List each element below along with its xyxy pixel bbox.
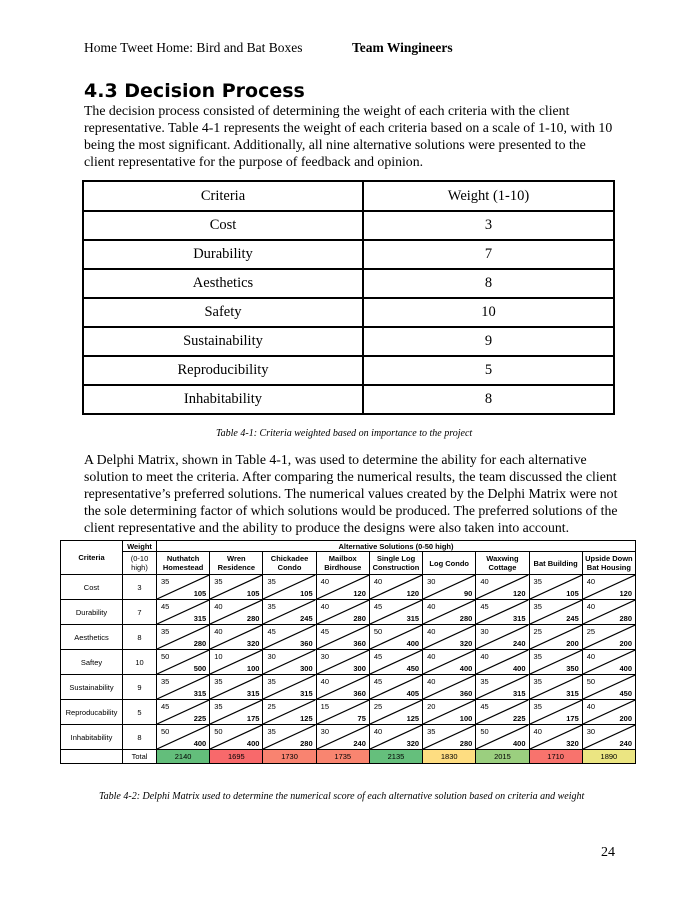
score-cell	[210, 725, 263, 750]
weighted-score: 350	[566, 664, 579, 673]
score-cell	[210, 600, 263, 625]
criteria-cell: Inhabitability	[83, 385, 363, 414]
table-row	[83, 356, 614, 385]
criteria-cell: Cost	[83, 211, 363, 240]
total-score: 1735	[316, 750, 369, 764]
score-cell	[263, 700, 316, 725]
raw-score: 45	[161, 702, 170, 711]
weighted-score: 240	[513, 639, 526, 648]
total-score: 1695	[210, 750, 263, 764]
raw-score: 50	[480, 727, 489, 736]
score-cell	[157, 725, 210, 750]
total-score: 2015	[476, 750, 529, 764]
solution-name-line: Nuthatch	[166, 554, 200, 563]
weighted-score: 245	[566, 614, 579, 623]
solution-name-line: Bat Building	[533, 558, 578, 568]
weighted-score: 300	[300, 664, 313, 673]
score-cell	[316, 600, 369, 625]
weighted-score: 90	[463, 589, 473, 598]
score-cell	[157, 600, 210, 625]
criteria-cell: Safety	[83, 298, 363, 327]
score-cell	[476, 725, 529, 750]
weight-cell: 7	[123, 600, 157, 625]
raw-score: 40	[320, 577, 329, 586]
score-cell	[210, 650, 263, 675]
weight-cell: 9	[123, 675, 157, 700]
weighted-score: 125	[406, 714, 420, 723]
raw-score: 40	[480, 652, 489, 661]
score-cell	[210, 700, 263, 725]
weight-cell: 10	[363, 298, 614, 327]
score-cell	[476, 700, 529, 725]
solution-name-line: Cottage	[488, 563, 517, 572]
weighted-score: 400	[406, 639, 420, 648]
score-cell	[263, 575, 316, 600]
weighted-score: 400	[193, 739, 207, 748]
criteria-cell: Sustainability	[83, 327, 363, 356]
score-cell	[582, 675, 635, 700]
matrix-row	[61, 575, 636, 600]
table-row	[83, 240, 614, 269]
table-row	[83, 211, 614, 240]
weighted-score: 315	[300, 689, 313, 698]
paragraph-intro: The decision process consisted of determining the weight of each criteria with the client representative. Table 4-1 represents the weight of each criteria based on a scale of 1-10, with 10 being the most significant. Additionally, all nine alternative solutions were presented to the client representative for the purpose of feedback and opinion.	[84, 103, 613, 169]
raw-score: 15	[320, 702, 329, 711]
criteria-cell: Inhabitability	[61, 725, 123, 750]
weighted-score: 360	[353, 639, 366, 648]
weighted-score: 105	[566, 589, 579, 598]
score-cell	[529, 725, 582, 750]
total-score: 1730	[263, 750, 316, 764]
solution-name-line: Log Condo	[429, 558, 469, 568]
weight-column-header: Weight (1-10)	[363, 181, 614, 211]
score-cell	[423, 625, 476, 650]
weighted-score: 100	[246, 664, 260, 673]
weight-cell: 3	[123, 575, 157, 600]
solution-name-line: Single Log	[376, 554, 416, 563]
score-cell	[263, 725, 316, 750]
raw-score: 50	[214, 727, 223, 736]
totals-row	[61, 750, 636, 764]
score-cell	[582, 700, 635, 725]
weight-cell: 3	[363, 211, 614, 240]
score-cell	[529, 675, 582, 700]
weighted-score: 400	[246, 739, 260, 748]
total-score: 1710	[529, 750, 582, 764]
score-cell	[369, 600, 422, 625]
weighted-score: 225	[193, 714, 207, 723]
solution-name-line: Chickadee	[270, 554, 309, 563]
raw-score: 50	[586, 677, 596, 686]
raw-score: 45	[320, 627, 329, 636]
team-name: Team Wingineers	[352, 40, 453, 55]
solution-name-line: Wren	[227, 554, 246, 563]
weighted-score: 500	[193, 664, 207, 673]
solution-header	[582, 552, 635, 575]
weighted-score: 175	[246, 714, 260, 723]
weighted-score: 280	[193, 639, 207, 648]
raw-score: 40	[427, 677, 436, 686]
raw-score: 25	[373, 702, 383, 711]
score-cell	[157, 650, 210, 675]
raw-score: 35	[533, 677, 542, 686]
raw-score: 35	[533, 652, 542, 661]
weight-cell: 8	[123, 625, 157, 650]
weighted-score: 200	[566, 639, 579, 648]
solution-header	[423, 552, 476, 575]
raw-score: 35	[427, 727, 436, 736]
matrix-row	[61, 700, 636, 725]
score-cell	[316, 725, 369, 750]
raw-score: 40	[214, 627, 223, 636]
criteria-weights-table	[82, 180, 615, 415]
raw-score: 30	[320, 727, 329, 736]
weighted-score: 300	[353, 664, 366, 673]
solution-name-line: Condo	[277, 563, 302, 572]
raw-score: 35	[480, 677, 489, 686]
weighted-score: 400	[459, 664, 473, 673]
score-cell	[157, 700, 210, 725]
raw-score: 40	[480, 577, 489, 586]
project-title: Home Tweet Home: Bird and Bat Boxes	[84, 40, 303, 55]
weight-cell: 8	[363, 269, 614, 298]
score-cell	[529, 700, 582, 725]
weighted-score: 105	[193, 589, 207, 598]
matrix-row	[61, 600, 636, 625]
raw-score: 50	[373, 627, 383, 636]
raw-score: 40	[214, 602, 223, 611]
solution-header	[263, 552, 316, 575]
raw-score: 40	[586, 652, 596, 661]
score-cell	[582, 600, 635, 625]
solution-name-line: Upside Down	[585, 554, 633, 563]
solution-name-line: Mailbox	[328, 554, 357, 563]
table-caption-4-1: Table 4-1: Criteria weighted based on importance to the project	[216, 428, 473, 439]
raw-score: 35	[214, 677, 223, 686]
raw-score: 35	[161, 627, 170, 636]
score-cell	[476, 600, 529, 625]
totals-blank	[61, 750, 123, 764]
criteria-cell: Aesthetics	[61, 625, 123, 650]
matrix-row	[61, 650, 636, 675]
score-cell	[476, 625, 529, 650]
score-cell	[263, 625, 316, 650]
criteria-header: Criteria	[61, 541, 123, 575]
score-cell	[529, 625, 582, 650]
score-cell	[423, 650, 476, 675]
raw-score: 10	[214, 652, 223, 661]
weight-cell: 5	[363, 356, 614, 385]
weight-cell: 7	[363, 240, 614, 269]
matrix-row	[61, 725, 636, 750]
score-cell	[210, 625, 263, 650]
score-cell	[157, 625, 210, 650]
raw-score: 45	[373, 652, 383, 661]
raw-score: 40	[427, 652, 436, 661]
criteria-cell: Sustainability	[61, 675, 123, 700]
raw-score: 35	[161, 577, 170, 586]
table-caption-4-2: Table 4-2: Delphi Matrix used to determine the numerical score of each alternative solution based on criteria and weight	[99, 791, 585, 802]
raw-score: 30	[320, 652, 329, 661]
weighted-score: 400	[513, 739, 526, 748]
criteria-cell: Reproducibility	[83, 356, 363, 385]
weighted-score: 315	[246, 689, 260, 698]
weighted-score: 120	[353, 589, 366, 598]
solution-name-line: Birdhouse	[324, 563, 362, 572]
score-cell	[316, 625, 369, 650]
score-cell	[369, 675, 422, 700]
criteria-cell: Reproducability	[61, 700, 123, 725]
score-cell	[582, 725, 635, 750]
weighted-score: 175	[566, 714, 579, 723]
weighted-score: 360	[300, 639, 313, 648]
raw-score: 35	[533, 602, 542, 611]
raw-score: 40	[586, 602, 596, 611]
alternatives-group-header: Alternative Solutions (0-50 high)	[157, 541, 636, 552]
raw-score: 20	[427, 702, 436, 711]
page-number: 24	[601, 845, 615, 860]
raw-score: 25	[533, 627, 542, 636]
raw-score: 35	[161, 677, 170, 686]
weighted-score: 315	[513, 689, 526, 698]
raw-score: 45	[373, 677, 383, 686]
raw-score: 35	[533, 577, 542, 586]
raw-score: 25	[267, 702, 276, 711]
solution-header	[210, 552, 263, 575]
score-cell	[423, 675, 476, 700]
section-title: 4.3 Decision Process	[84, 80, 305, 102]
weighted-score: 360	[459, 689, 473, 698]
weighted-score: 315	[193, 689, 207, 698]
weighted-score: 280	[300, 739, 313, 748]
weighted-score: 120	[619, 589, 632, 598]
page-header	[84, 40, 453, 56]
weighted-score: 320	[459, 639, 473, 648]
weighted-score: 450	[406, 664, 420, 673]
solution-name-line: Waxwing	[486, 554, 519, 563]
weight-cell: 8	[363, 385, 614, 414]
weight-cell: 10	[123, 650, 157, 675]
weighted-score: 315	[513, 614, 526, 623]
score-cell	[582, 650, 635, 675]
solution-name-line: Residence	[217, 563, 256, 572]
score-cell	[476, 575, 529, 600]
raw-score: 45	[161, 602, 170, 611]
criteria-cell: Aesthetics	[83, 269, 363, 298]
raw-score: 30	[267, 652, 276, 661]
matrix-row	[61, 675, 636, 700]
score-cell	[423, 575, 476, 600]
total-label: Total	[123, 750, 157, 764]
weighted-score: 450	[619, 689, 632, 698]
weighted-score: 105	[246, 589, 260, 598]
weighted-score: 315	[193, 614, 207, 623]
weighted-score: 280	[353, 614, 366, 623]
raw-score: 45	[480, 602, 489, 611]
total-score: 1890	[582, 750, 635, 764]
score-cell	[476, 650, 529, 675]
weighted-score: 315	[406, 614, 420, 623]
weighted-score: 320	[246, 639, 260, 648]
solution-name-line: Homestead	[162, 563, 204, 572]
table-row	[83, 298, 614, 327]
score-cell	[210, 675, 263, 700]
raw-score: 45	[480, 702, 489, 711]
weighted-score: 320	[566, 739, 579, 748]
raw-score: 40	[320, 677, 329, 686]
score-cell	[263, 650, 316, 675]
raw-score: 35	[267, 577, 276, 586]
weighted-score: 100	[459, 714, 473, 723]
weighted-score: 245	[300, 614, 313, 623]
weighted-score: 240	[353, 739, 366, 748]
raw-score: 45	[373, 602, 383, 611]
raw-score: 50	[161, 652, 170, 661]
total-score: 2140	[157, 750, 210, 764]
raw-score: 50	[161, 727, 170, 736]
score-cell	[423, 700, 476, 725]
criteria-cell: Saftey	[61, 650, 123, 675]
matrix-subheader-row	[61, 552, 636, 575]
paragraph-delphi: A Delphi Matrix, shown in Table 4-1, was used to determine the ability for each alternative solution to meet the criteria. After comparing the numerical results, the team discussed the client representative’s preferred solutions. The numerical values created by the Delphi Matrix were not the sole determining factor of which solutions would be produced. The preferred solutions of the client representative and the ability to produce the designs were also taken into account.	[84, 452, 618, 535]
score-cell	[582, 575, 635, 600]
weighted-score: 75	[357, 714, 366, 723]
weighted-score: 360	[353, 689, 366, 698]
raw-score: 40	[373, 727, 383, 736]
score-cell	[316, 650, 369, 675]
raw-score: 35	[214, 577, 223, 586]
criteria-cell: Cost	[61, 575, 123, 600]
score-cell	[157, 675, 210, 700]
raw-score: 35	[267, 602, 276, 611]
score-cell	[316, 675, 369, 700]
solution-header	[369, 552, 422, 575]
raw-score: 35	[267, 677, 276, 686]
raw-score: 35	[533, 702, 542, 711]
raw-score: 35	[214, 702, 223, 711]
weighted-score: 405	[406, 689, 420, 698]
weighted-score: 280	[619, 614, 632, 623]
score-cell	[316, 575, 369, 600]
total-score: 2135	[369, 750, 422, 764]
total-score: 1830	[423, 750, 476, 764]
score-cell	[476, 675, 529, 700]
weighted-score: 400	[513, 664, 526, 673]
score-cell	[157, 575, 210, 600]
score-cell	[369, 650, 422, 675]
raw-score: 30	[586, 727, 596, 736]
raw-score: 40	[427, 627, 436, 636]
score-cell	[529, 600, 582, 625]
score-cell	[582, 625, 635, 650]
solution-header	[476, 552, 529, 575]
weighted-score: 400	[619, 664, 632, 673]
solution-header	[529, 552, 582, 575]
raw-score: 30	[480, 627, 489, 636]
weight-cell: 8	[123, 725, 157, 750]
solution-name-line: Construction	[372, 563, 420, 572]
score-cell	[423, 725, 476, 750]
score-cell	[423, 600, 476, 625]
table-row	[83, 269, 614, 298]
score-cell	[369, 575, 422, 600]
weighted-score: 105	[300, 589, 313, 598]
raw-score: 25	[586, 627, 596, 636]
score-cell	[263, 675, 316, 700]
table-header-row	[83, 181, 614, 211]
table-row	[83, 327, 614, 356]
criteria-cell: Durability	[61, 600, 123, 625]
weighted-score: 280	[459, 739, 473, 748]
weight-header: Weight	[123, 541, 157, 552]
score-cell	[529, 650, 582, 675]
weighted-score: 120	[513, 589, 526, 598]
raw-score: 35	[267, 727, 276, 736]
weight-scale-header: (0-10 high)	[123, 552, 157, 575]
score-cell	[369, 725, 422, 750]
weighted-score: 200	[619, 714, 632, 723]
weighted-score: 225	[513, 714, 526, 723]
weighted-score: 320	[406, 739, 420, 748]
matrix-header-row	[61, 541, 636, 552]
score-cell	[316, 700, 369, 725]
solution-header	[316, 552, 369, 575]
raw-score: 40	[586, 702, 596, 711]
raw-score: 40	[373, 577, 383, 586]
score-cell	[263, 600, 316, 625]
table-row	[83, 385, 614, 414]
weighted-score: 125	[300, 714, 313, 723]
criteria-cell: Durability	[83, 240, 363, 269]
raw-score: 40	[320, 602, 329, 611]
weighted-score: 280	[246, 614, 260, 623]
weighted-score: 120	[406, 589, 420, 598]
score-cell	[529, 575, 582, 600]
score-cell	[369, 625, 422, 650]
solution-name-line: Bat Housing	[586, 563, 631, 572]
raw-score: 45	[267, 627, 276, 636]
delphi-matrix-table	[60, 540, 636, 764]
raw-score: 40	[533, 727, 542, 736]
weighted-score: 240	[619, 739, 632, 748]
raw-score: 40	[427, 602, 436, 611]
weighted-score: 280	[459, 614, 473, 623]
score-cell	[369, 700, 422, 725]
raw-score: 30	[427, 577, 436, 586]
weight-cell: 5	[123, 700, 157, 725]
criteria-column-header: Criteria	[83, 181, 363, 211]
score-cell	[210, 575, 263, 600]
raw-score: 40	[586, 577, 596, 586]
solution-header	[157, 552, 210, 575]
weighted-score: 315	[566, 689, 579, 698]
weighted-score: 200	[619, 639, 632, 648]
matrix-row	[61, 625, 636, 650]
weight-cell: 9	[363, 327, 614, 356]
